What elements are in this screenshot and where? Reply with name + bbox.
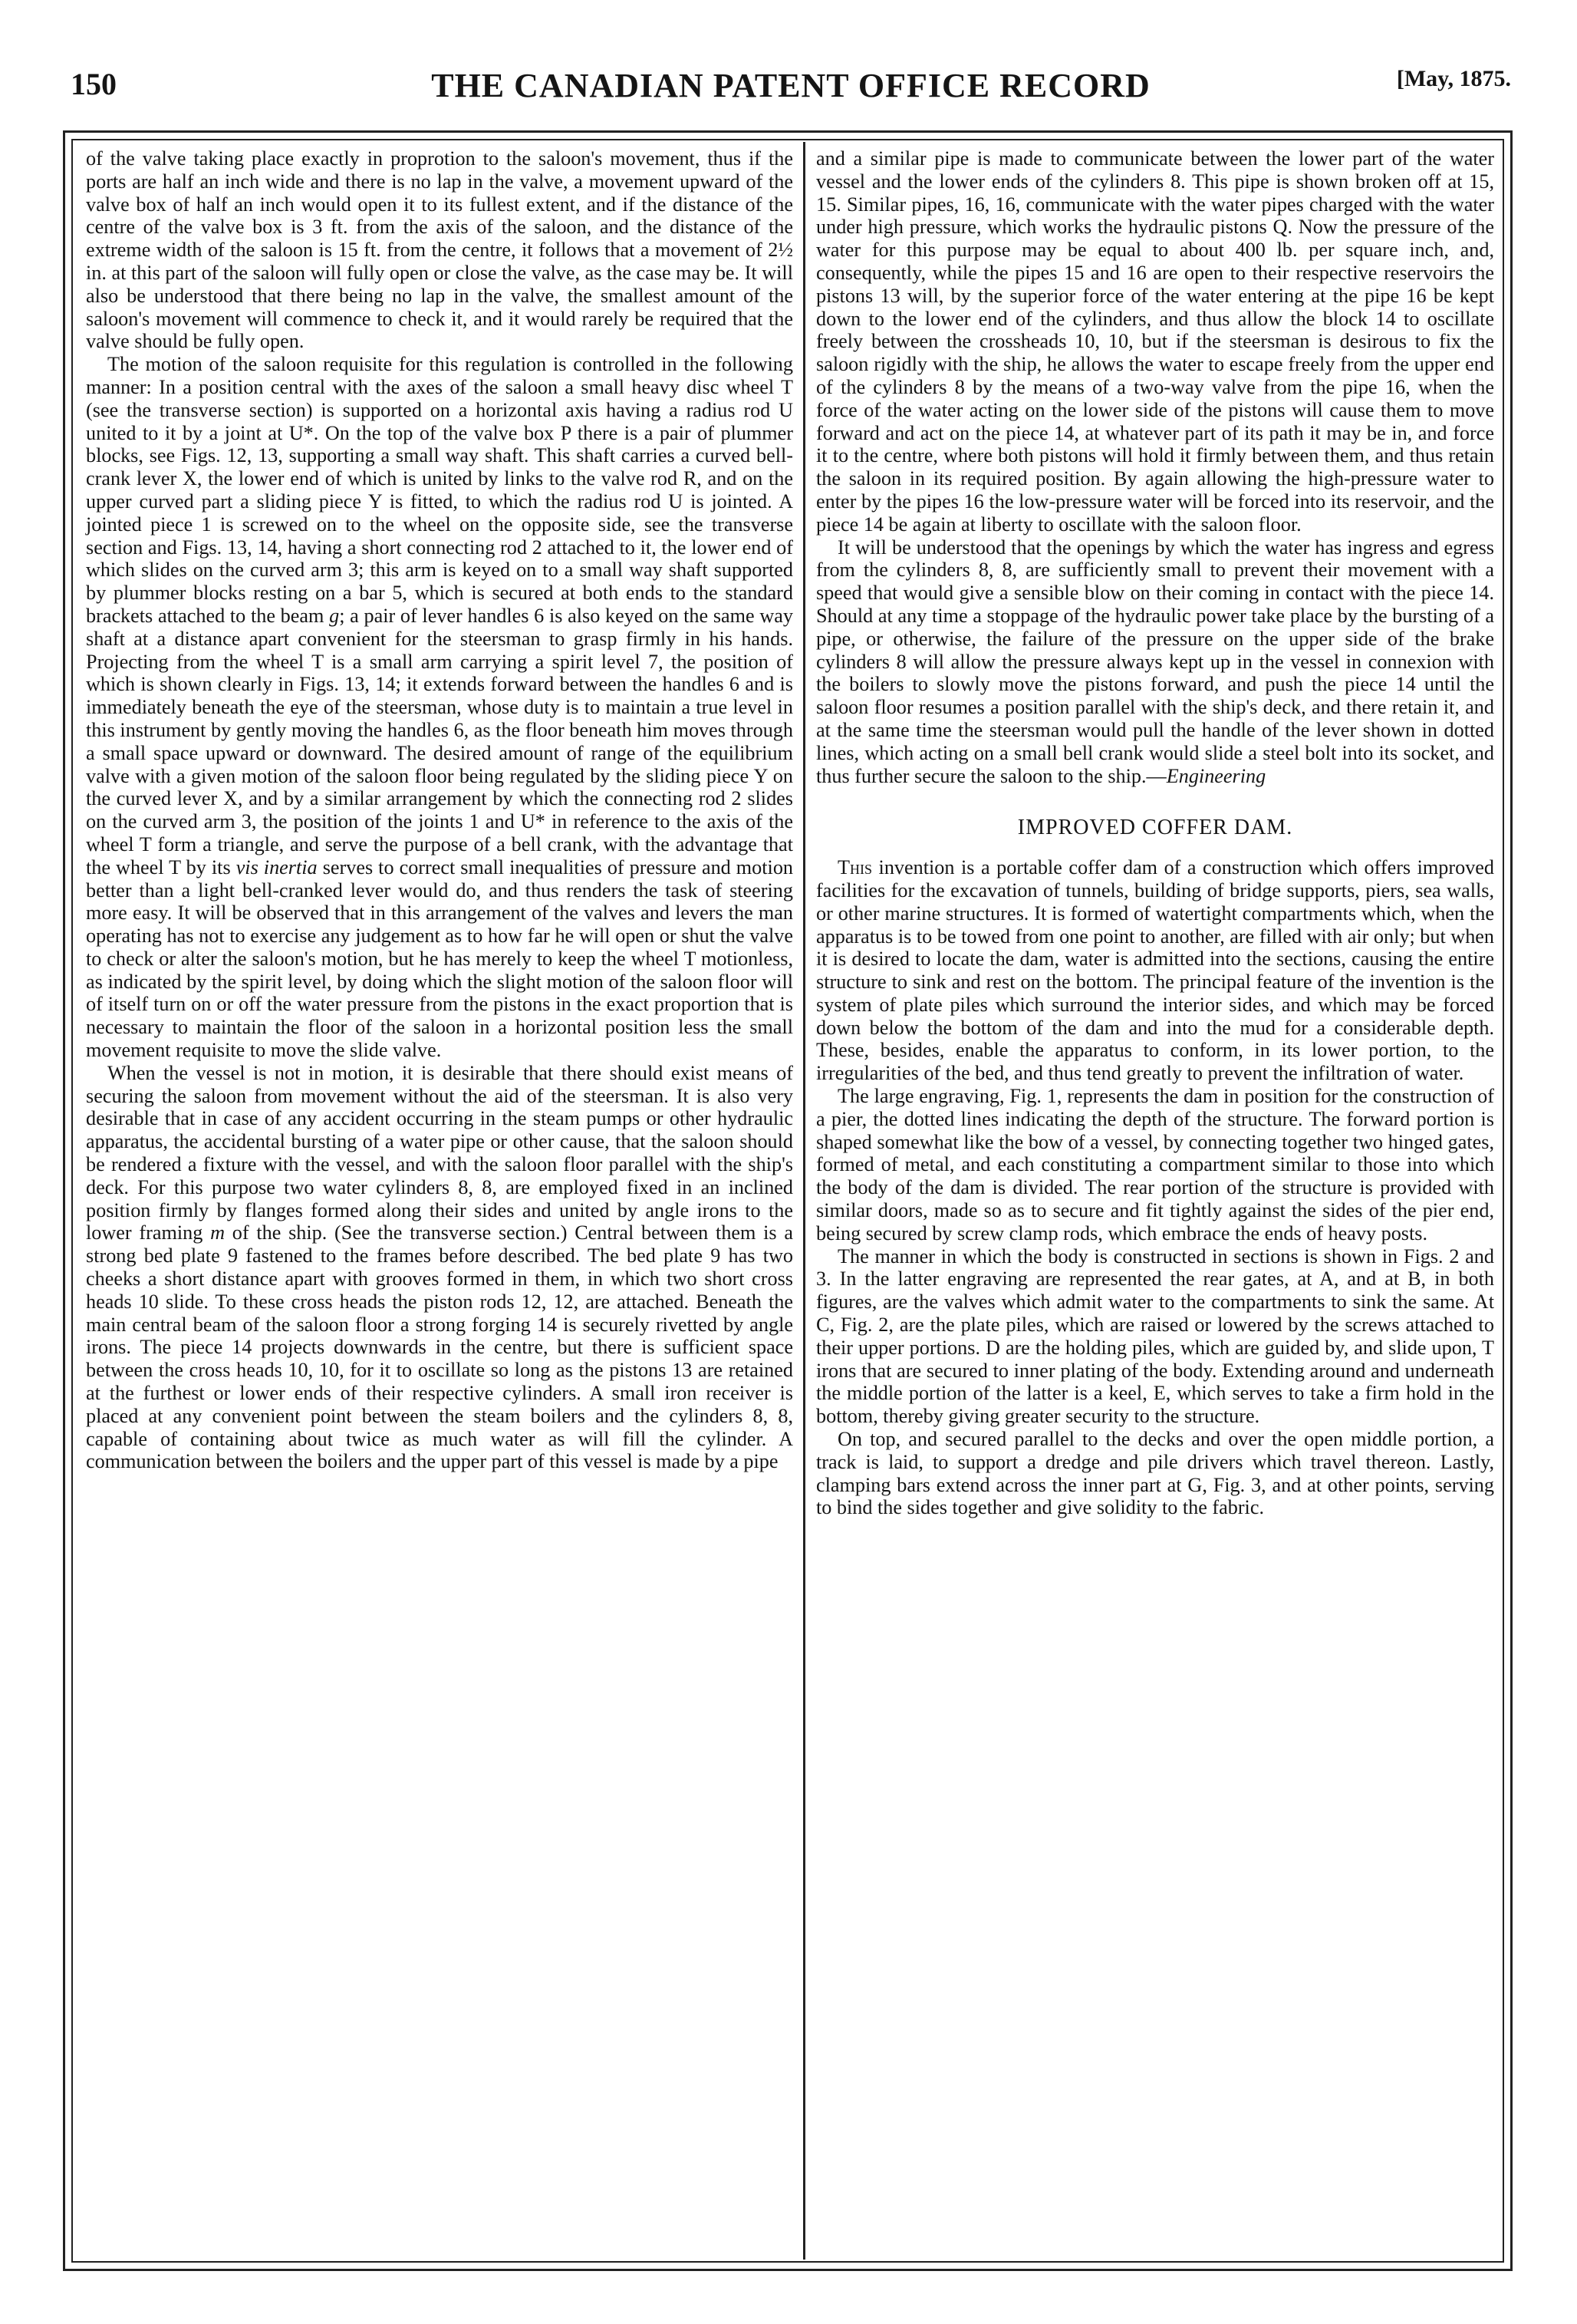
text-run: invention is a portable coffer dam of a construction which offers improved facilities for the excavation of tunnels, building of bridge supports, piers, sea walls, or other marine structures. It is formed of watertight compartments which, when the apparatus is to be towed from one point to another, are filled with air only; but when it is desired to locate the dam, water is admitted into the sections, causing the entire structure to sink and rest on the bottom. The principal feature of the invention is the system of plate piles which surround the interior sides, and which may be forced down below the bottom of the dam and into the mud for a considerable depth. These, besides, enable the apparatus to conform, in its lower portion, to the irregularities of the bed, and thus tend greatly to prevent the infiltration of water. [816,856,1495,1085]
text-run: of the ship. (See the transverse section.) Central between them is a strong bed plate 9 fastened to the frames before described. The bed plate 9 has two cheeks a short distance apart with grooves formed in them, in which two short cross heads 10 slide. To these cross heads the piston rods 12, 12, are attached. Beneath the main central beam of the saloon floor a strong forging 14 is securely rivetted by angle irons. The piece 14 projects downwards in the centre, but there is sufficient space between the cross heads 10, 10, for it to oscillate so long as the pistons 13 are retained at the furthest or lower ends of their respective cylinders. A small iron receiver is placed at any convenient point between the steam boilers and the cylinders 8, 8, capable of containing about twice as much water as will fill the cylinder. A communication between the boilers and the upper part of this vessel is made by a pipe [86,1221,794,1473]
paragraph: The manner in which the body is constructed in sections is shown in Figs. 2 and 3. In the latter engraving are represented the rear gates, at A, and at B, in both figures, are the valves which admit water to the compartments to sink the same. At C, Fig. 2, are the plate piles, which are raised or lowered by the screws attached to their upper portions. D are the holding piles, which are guided by, and slide upon, T irons that are secured to inner plating of the body. Extending around and underneath the middle portion of the latter is a keel, E, which serves to take a firm hold in the bottom, thereby giving greater security to the structure. [816,1244,1494,1428]
paragraph: of the valve taking place exactly in proprotion to the saloon's movement, thus if the ports are half an inch wide and there is no lap in the valve, a movement upward of the valve box of half an inch would open it to its fullest extent, and if the distance of the centre of the valve box is 3 ft. from the axis of the saloon, and the distance of the extreme width of the saloon is 15 ft. from the centre, it follows that a movement of 2½ in. at this part of the saloon will fully open or close the valve, as the case may be. It will also be understood that there being no lap in the valve, the smallest amount of the saloon's movement will commence to check it, and it would rarely be required that the valve should be fully open. [86,147,793,353]
paragraph: The large engraving, Fig. 1, represents the dam in position for the construction of a pier, the dotted lines indicating the depth of the structure. The forward portion is shaped somewhat like the bow of a vessel, by connecting together two hinged gates, formed of metal, and each constituting a compartment similar to those into which the body of the dam is divided. The rear portion of the structure is provided with similar doors, made so as to secure and fit tightly against the sides of the pier end, being secured by screw clamp rods, which embrace the ends of heavy posts. [816,1085,1494,1244]
italic-phrase: vis inertia [235,855,318,879]
running-head [71,66,1511,112]
italic-letter: g [329,604,340,627]
paragraph [816,856,1494,1085]
paragraph: and a similar pipe is made to communicate between the lower part of the water vessel and the lower ends of the cylinders 8. This pipe is shown broken off at 15, 15. Similar pipes, 16, 16, communicate with the water pipes charged with the water under high pressure, which works the hydraulic pistons Q. Now the pressure of the water for this purpose may be equal to about 400 lb. per square inch, and, consequently, while the pipes 15 and 16 are open to their respective reservoirs the pistons 13 will, by the superior force of the water entering at the pipe 16 be kept down to the lower end of the cylinders, and thus allow the block 14 to oscillate freely between the crossheads 10, 10, but if the steersman is desirous to fix the saloon rigidly with the ship, he allows the water to escape freely from the upper end of the cylinders 8 by the means of a two-way valve from the pipe 16, when the force of the water acting on the lower side of the pistons will cause them to move forward and act on the piece 14, at whatever part of its path it may be in, and force it to the centre, where both pistons will hold it firmly between them, and thus retain the saloon in its required position. By again allowing the high-pressure water to enter by the pipes 16 the low-pressure water will be forced into its reservoir, and the piece 14 be again at liberty to oscillate with the saloon floor. [816,147,1494,536]
text-run: The motion of the saloon requisite for this regulation is controlled in the following manner: In a position central with the axes of the saloon a small heavy disc wheel T (see the transverse section) is supported on a horizontal axis having a radius rod U united to it by a joint at U*. On the top of the valve box P there is a pair of plummer blocks, see Figs. 12, 13, supporting a small way shaft. This shaft carries a curved bell-crank lever X, the lower end of which is united by links to the valve rod R, and on the upper curved part a sliding piece Y is fitted, to which the radius rod U is jointed. A jointed piece 1 is screwed on to the wheel on the opposite side, see the transverse section and Figs. 13, 14, having a short connecting rod 2 attached to it, the lower end of which slides on the curved arm 3; this arm is keyed on to a small way shaft supported by plummer blocks resting on a bar 5, which is secured at both ends to the standard brackets attached to the beam [86,353,793,627]
italic-letter: m [210,1221,225,1244]
page-number: 150 [71,67,117,101]
paragraph [86,353,793,1062]
right-column [816,147,1494,1519]
left-column [86,147,793,1473]
text-run: It will be understood that the openings by which the water has ingress and egress from the cylinders 8, 8, are sufficiently small to prevent their movement with a speed that would give a sensible blow on their coming in contact with the piece 14. Should at any time a stoppage of the hydraulic power take place by the bursting of a pipe, or otherwise, the failure of the pressure on the upper side of the brake cylinders 8 will allow the pressure always kept up in the vessel in connexion with the boilers to slowly move the pistons forward, and push the piece 14 until the saloon floor resumes a position parallel with the ship's deck, and there retain it, and at the same time the steersman would pull the handle of the lever shown in dotted lines, which acting on a small bell crank would slide a steel bolt into its socket, and thus further secure the saloon to the ship.— [816,536,1494,787]
journal-title: THE CANADIAN PATENT OFFICE RECORD [431,67,1151,104]
issue-date: [May, 1875. [1396,66,1511,91]
column-divider [803,142,805,2260]
lead-word: This [838,856,873,879]
text-run: serves to correct small inequalities of pressure and motion better than a light bell-cranked lever would do, and thus renders the task of steering more easy. It will be observed that in this arrangement of the valves and levers the man operating has not to exercise any judgement as to how far he will open or shut the valve to check or alter the saloon's motion, but he has merely to keep the wheel T motionless, as indicated by the spirit level, by doing which the slight motion of the saloon floor will of itself turn on or off the water pressure from the pistons in the exact proportion that is necessary to maintain the floor of the saloon in a horizontal position less the small movement requisite to move the slide valve. [86,855,794,1062]
text-run: ; a pair of lever handles 6 is also keyed on the same way shaft at a distance apart convenient for the steersman to grasp firmly in his hands. Projecting from the wheel T is a small arm carrying a spirit level 7, the position of which is shown clearly in Figs. 13, 14; it extends forward between the handles 6 and is immediately beneath the eye of the steersman, whose duty is to maintain a true level in this instrument by gently moving the handles 6, as the floor beneath him moves through a small space upward or downward. The desired amount of range of the equilibrium valve with a given motion of the saloon floor being regulated by the sliding piece Y on the curved lever X, and by a similar arrangement by which the connecting rod 2 slides on the curved arm 3, the position of the joints 1 and U* in reference to the axis of the wheel T form a triangle, and serve the purpose of a bell crank, with the advantage that the wheel T by its [86,604,793,879]
text-run: When the vessel is not in motion, it is desirable that there should exist means of securing the saloon from movement without the aid of the steersman. It is also very desirable that in case of any accident occurring in the steam pumps or other hydraulic apparatus, the accidental bursting of a water pipe or other cause, that the saloon should be rendered a fixture with the vessel, and with the saloon floor parallel with the ship's deck. For this purpose two water cylinders 8, 8, are employed fixed in an inclined position firmly by flanges formed along their sides and united by angle irons to the lower framing [86,1061,793,1244]
paragraph [86,1062,793,1473]
paragraph [816,536,1494,788]
section-heading: IMPROVED COFFER DAM. [1017,816,1293,840]
paragraph: On top, and secured parallel to the decks and over the open middle portion, a track is laid, to support a dredge and pile drivers which travel thereon. Lastly, clamping bars extend across the inner part at G, Fig. 3, and at other points, serving to bind the sides together and give solidity to the fabric. [816,1428,1494,1519]
source-attribution: Engineering [1166,764,1266,787]
